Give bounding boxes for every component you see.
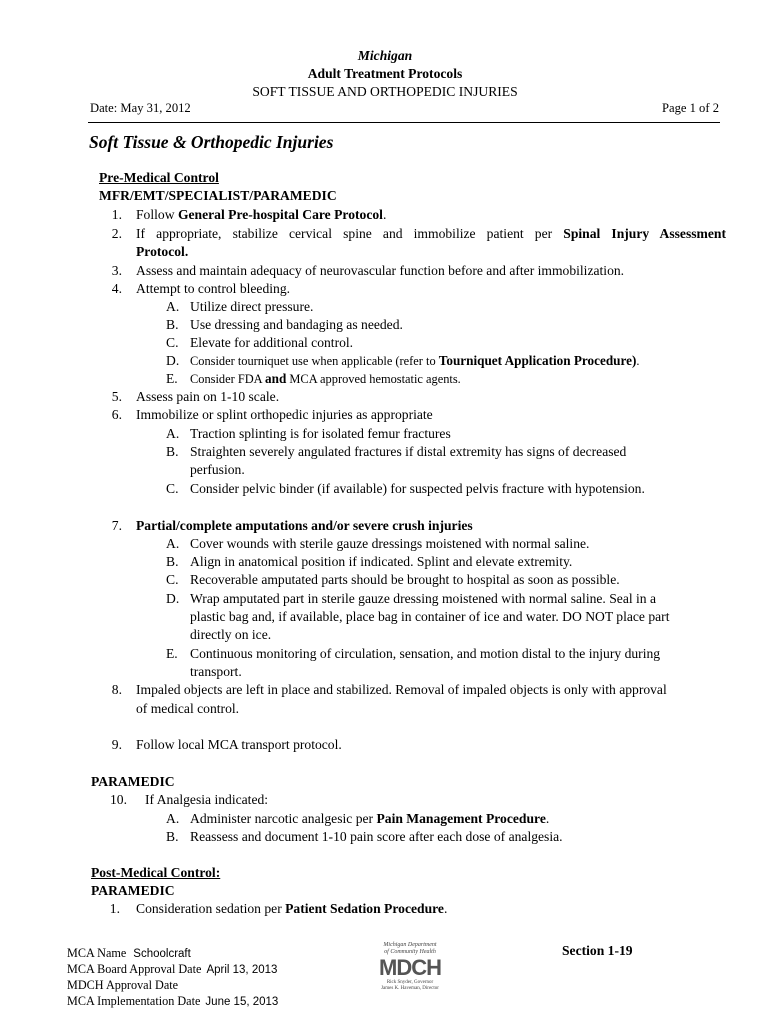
sub-item-letter: C. [166, 572, 179, 587]
sub-item-letter: C. [166, 481, 179, 496]
sub-item-letter: B. [166, 317, 179, 332]
logo-governor: Rick Snyder, Governor [386, 980, 434, 985]
sub-item-continuation: perfusion. [190, 462, 245, 477]
logo-director: James K. Haveman, Director [381, 986, 439, 991]
list-item: Follow local MCA transport protocol. [136, 737, 342, 752]
list-item: Attempt to control bleeding. [136, 281, 291, 296]
paramedic-heading: PARAMEDIC [91, 774, 175, 789]
sub-item: Wrap amputated part in sterile gauze dressing moistened with normal saline. Seal in a [190, 591, 657, 606]
sub-item: Traction splinting is for isolated femur fractures [190, 426, 451, 441]
post-medical-heading: Post-Medical Control: [91, 865, 221, 880]
item-number: 3. [111, 263, 122, 278]
sub-item: Cover wounds with sterile gauze dressings moistened with normal saline. [190, 536, 590, 551]
sub-item-letter: D. [166, 353, 180, 368]
list-item: Assess and maintain adequacy of neurovascular function before and after immobilization. [136, 263, 625, 278]
sub-item-letter: D. [166, 591, 180, 606]
list-item: Assess pain on 1-10 scale. [136, 389, 280, 404]
item-number: 2. [111, 226, 122, 241]
item-number: 6. [111, 407, 122, 422]
header-state: Michigan [357, 48, 413, 63]
item-number: 1. [109, 901, 120, 916]
header-rule [88, 122, 720, 123]
list-item: Follow General Pre-hospital Care Protocol. [136, 207, 387, 222]
list-item: Immobilize or splint orthopedic injuries as appropriate [136, 407, 433, 422]
item-number: 9. [111, 737, 122, 752]
sub-item: Recoverable amputated parts should be brought to hospital as soon as possible. [190, 572, 620, 587]
sub-item-letter: B. [166, 554, 179, 569]
header-page: Page 1 of 2 [661, 101, 719, 115]
logo-text: MDCH [379, 955, 441, 980]
header-date: Date: May 31, 2012 [90, 101, 191, 115]
item-number: 7. [111, 518, 122, 533]
sub-item: Elevate for additional control. [190, 335, 354, 350]
sub-item-letter: B. [166, 829, 179, 844]
footer-implementation: MCA Implementation Date June 15, 2013 [67, 994, 279, 1008]
item-number: 5. [111, 389, 122, 404]
sub-item-continuation: transport. [190, 664, 242, 679]
logo-dept-line1: Michigan Department [383, 942, 437, 948]
header-subtitle: SOFT TISSUE AND ORTHOPEDIC INJURIES [252, 84, 518, 99]
header-protocols: Adult Treatment Protocols [307, 66, 463, 81]
sub-item-letter: E. [166, 371, 178, 386]
sub-item-letter: A. [166, 299, 180, 314]
footer-board-approval: MCA Board Approval Date April 13, 2013 [67, 962, 278, 976]
sub-item: Straighten severely angulated fractures if distal extremity has signs of decreased [190, 444, 627, 459]
sub-item: Align in anatomical position if indicated. Splint and elevate extremity. [190, 554, 573, 569]
item-number: 8. [111, 682, 122, 697]
pre-medical-heading: Pre-Medical Control [99, 170, 219, 185]
item-number: 4. [111, 281, 122, 296]
footer-mca-name: MCA Name Schoolcraft [67, 946, 191, 960]
sub-item: Consider pelvic binder (if available) for suspected pelvis fracture with hypotension. [190, 481, 645, 496]
sub-item: Administer narcotic analgesic per Pain Management Procedure. [190, 811, 550, 826]
sub-item-continuation: directly on ice. [190, 627, 272, 642]
sub-item-letter: A. [166, 426, 180, 441]
sub-item-letter: B. [166, 444, 179, 459]
list-item: If appropriate, stabilize cervical spine and immobilize patient per Spinal Injury Assessment [136, 226, 726, 241]
item-number: 1. [111, 207, 122, 222]
sub-item-letter: E. [166, 646, 178, 661]
section-number: Section 1-19 [562, 943, 633, 958]
footer-mdch-approval: MDCH Approval Date [67, 978, 179, 992]
list-item: Impaled objects are left in place and stabilized. Removal of impaled objects is only with approval [136, 682, 667, 697]
list-item-continuation: Protocol. [136, 244, 189, 259]
sub-item: Reassess and document 1-10 pain score after each dose of analgesia. [190, 829, 563, 844]
list-item-continuation: of medical control. [136, 701, 240, 716]
sub-item: Continuous monitoring of circulation, sensation, and motion distal to the injury during [190, 646, 661, 661]
logo-dept-line2: of Community Health [384, 949, 436, 955]
sub-item-letter: A. [166, 536, 180, 551]
list-item: Partial/complete amputations and/or severe crush injuries [136, 518, 473, 533]
item-number: 10. [110, 792, 127, 807]
list-item: If Analgesia indicated: [145, 792, 269, 807]
sub-item: Utilize direct pressure. [190, 299, 314, 314]
provider-level: PARAMEDIC [91, 883, 175, 898]
sub-item-letter: C. [166, 335, 179, 350]
mdch-logo [374, 942, 446, 1004]
list-item: Consideration sedation per Patient Sedation Procedure. [136, 901, 448, 916]
sub-item: Consider FDA and MCA approved hemostatic agents. [190, 371, 461, 386]
sub-item-letter: A. [166, 811, 180, 826]
page-title: Soft Tissue & Orthopedic Injuries [89, 132, 334, 152]
provider-level: MFR/EMT/SPECIALIST/PARAMEDIC [99, 188, 337, 203]
sub-item: Consider tourniquet use when applicable (refer to Tourniquet Application Procedure). [190, 353, 640, 368]
sub-item-continuation: plastic bag and, if available, place bag in container of ice and water. DO NOT place part [190, 609, 670, 624]
sub-item: Use dressing and bandaging as needed. [190, 317, 403, 332]
